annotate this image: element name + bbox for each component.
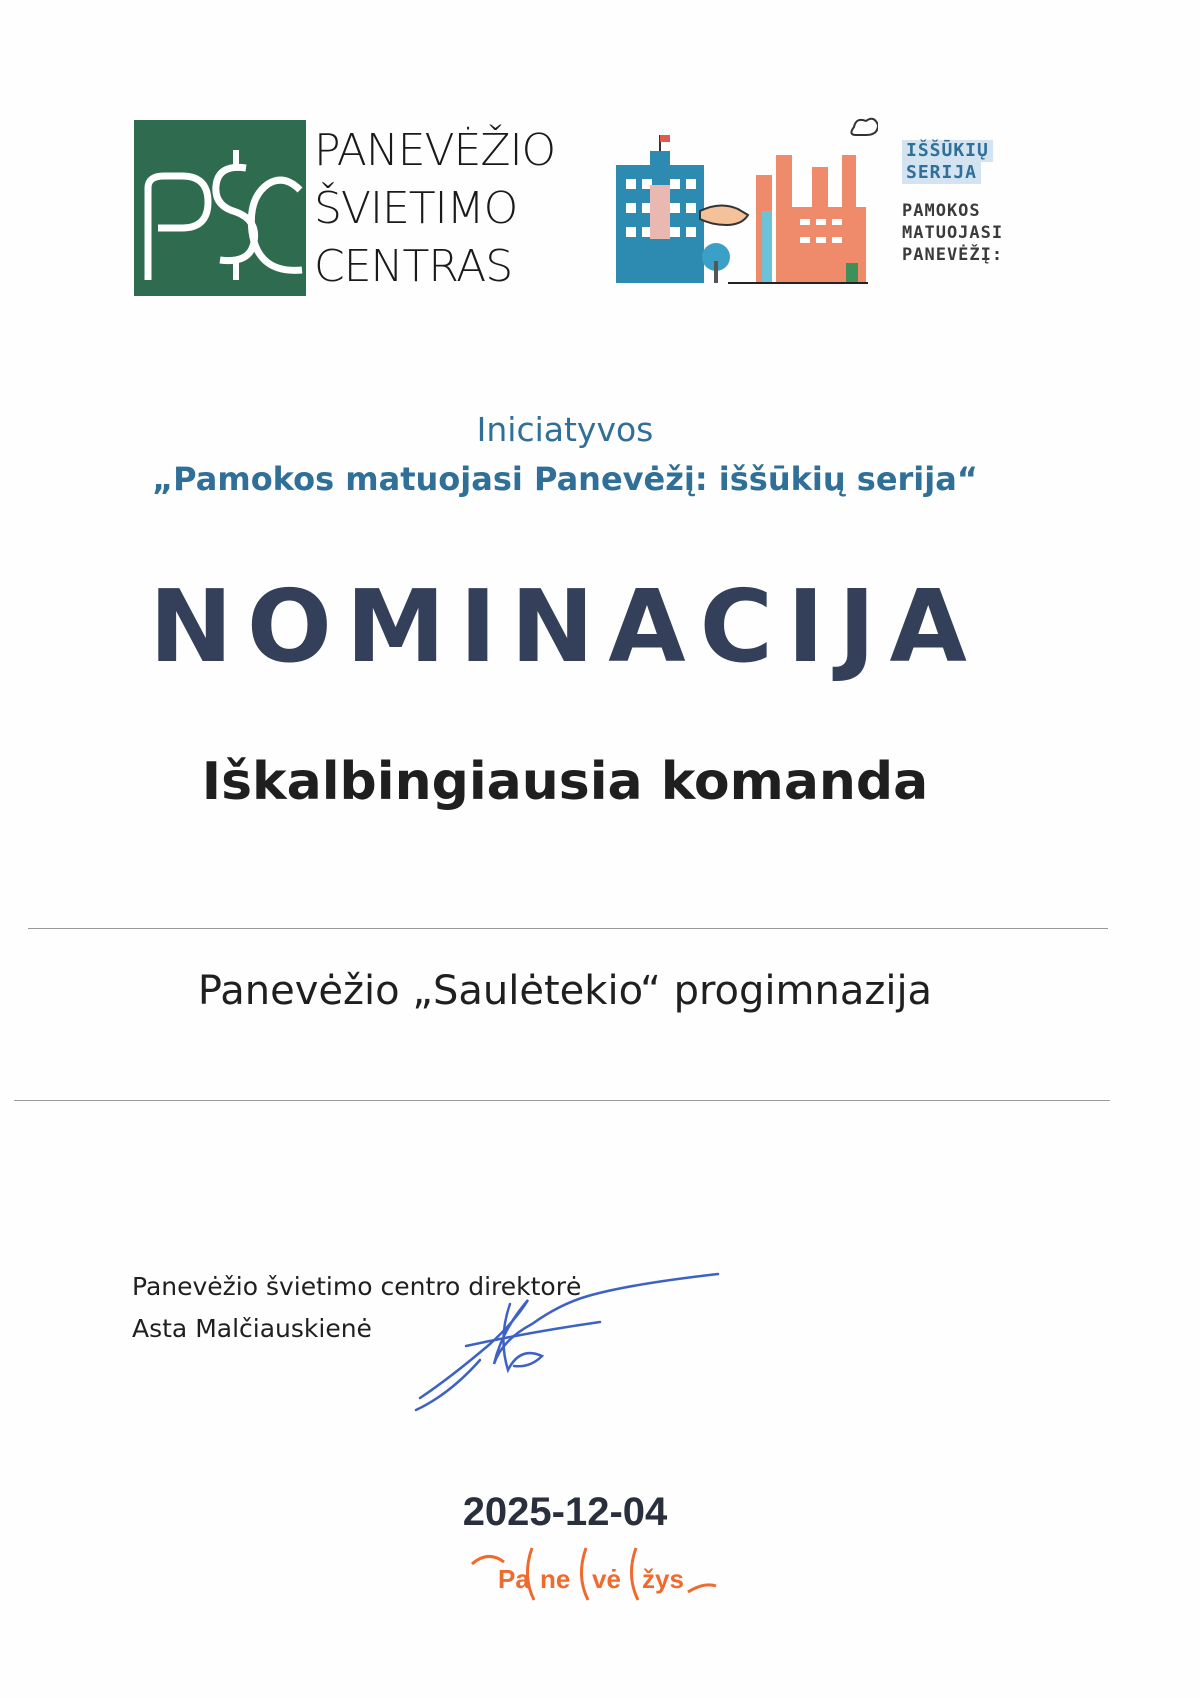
psc-wordmark — [314, 122, 555, 296]
initiative-label: Iniciatyvos — [476, 410, 654, 449]
psc-line-2: ŠVIETIMO — [314, 183, 518, 234]
psc-monogram — [134, 120, 306, 296]
award-name: Iškalbingiausia komanda — [201, 752, 929, 812]
city-logo-part-4: žys — [642, 1564, 684, 1594]
psc-line-3: CENTRAS — [314, 241, 513, 292]
recipient-name: Panevėžio „Saulėtekio“ progimnazija — [197, 968, 933, 1014]
issue-date: 2025-12-04 — [462, 1490, 668, 1534]
signature-image — [410, 1260, 730, 1420]
initiative-name: „Pamokos matuojasi Panevėžį: iššūkių serija“ — [152, 460, 978, 498]
series-sub-line-1: PAMOKOS — [902, 201, 981, 221]
signatory-name: Asta Malčiauskienė — [132, 1314, 372, 1343]
nomination-title: NOMINACIJA — [149, 568, 981, 685]
series-subtitle — [902, 200, 1052, 266]
psc-logo — [134, 120, 566, 296]
series-highlight-2: SERIJA — [902, 162, 981, 184]
divider-top — [28, 928, 1108, 929]
series-illustration — [616, 115, 878, 287]
city-logo-part-1: Pa — [498, 1564, 530, 1594]
signatory-title: Panevėžio švietimo centro direktorė — [132, 1272, 582, 1301]
divider-bottom — [14, 1100, 1110, 1101]
series-highlight-1: IŠŠŪKIŲ — [902, 140, 993, 162]
city-logo-part-2: ne — [540, 1564, 571, 1594]
city-logo-part-3: vė — [592, 1564, 621, 1594]
psc-line-1: PANEVĖŽIO — [314, 125, 556, 176]
series-title — [902, 140, 1052, 266]
series-sub-line-2: MATUOJASI — [902, 223, 1004, 243]
series-sub-line-3: PANEVĖŽĮ: — [902, 245, 1004, 265]
panevezys-logo — [468, 1540, 718, 1612]
